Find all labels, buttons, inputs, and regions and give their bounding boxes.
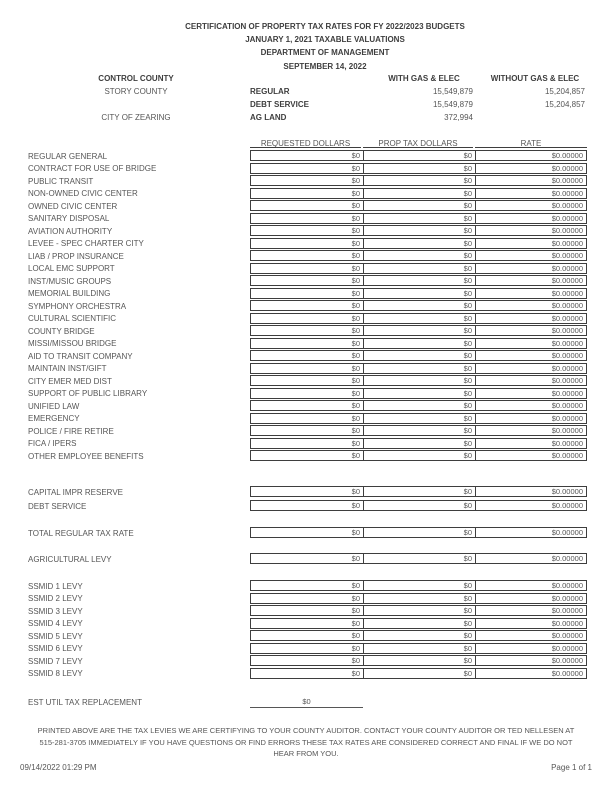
rate-cell: $0.00000: [475, 351, 586, 360]
levy-row-values-box: [250, 188, 587, 199]
prop-tax-dollars-cell: $0: [363, 669, 475, 678]
levy-row-values-box: [250, 668, 587, 679]
requested-dollars-cell: $0: [351, 554, 360, 563]
prop-tax-dollars-header: PROP TAX DOLLARS: [363, 139, 473, 148]
certification-notice: PRINTED ABOVE ARE THE TAX LEVIES WE ARE CERTIFYING TO YOUR COUNTY AUDITOR. CONTACT YOUR COUNTY AUDITOR OR TED NELLESEN AT 515-281-3705 IMMEDIATELY IF YOU HAVE QUESTIONS OR FIND ERRORS THESE TAX RATES ARE CONSIDERED CORRECT AND FINAL IF WE DO NOT HEAR FROM YOU.: [37, 726, 575, 758]
prop-tax-dollars-cell: $0: [363, 214, 475, 223]
requested-dollars-cell: $0: [351, 501, 360, 510]
levy-row-label: CONTRACT FOR USE OF BRIDGE: [28, 164, 157, 173]
levy-row-values-box: [250, 238, 587, 249]
prop-tax-dollars-cell: $0: [363, 528, 475, 537]
levy-row-label: CITY EMER MED DIST: [28, 376, 112, 386]
levy-row-values-box: [250, 263, 587, 274]
rate-cell: $0.00000: [475, 264, 586, 273]
requested-dollars-cell: $0: [351, 263, 360, 273]
prop-tax-dollars-cell: $0: [363, 606, 475, 615]
requested-dollars-cell: $0: [351, 238, 360, 248]
levy-row-label: REGULAR GENERAL: [28, 151, 108, 161]
page-number: Page 1 of 1: [551, 763, 592, 772]
rate-cell: $0.00000: [475, 451, 586, 460]
levy-row-label: SYMPHONY ORCHESTRA: [28, 301, 127, 311]
levy-row-values-box: [250, 527, 587, 538]
requested-dollars-header: REQUESTED DOLLARS: [250, 139, 361, 148]
levy-row-values-box: [250, 325, 587, 336]
levy-table-row: [0, 500, 612, 514]
levy-row-values-box: [250, 655, 587, 666]
levy-table-row: [0, 375, 612, 388]
title-line-3: DEPARTMENT OF MANAGEMENT: [260, 48, 390, 58]
requested-dollars-cell: $0: [351, 451, 360, 460]
levy-row-values-box: [250, 593, 587, 604]
requested-dollars-cell: $0: [351, 668, 360, 678]
with-gas-elec-value: 15,549,879: [432, 87, 473, 96]
levy-row-values-box: [250, 300, 587, 311]
prop-tax-dollars-cell: $0: [363, 151, 475, 160]
prop-tax-dollars-cell: $0: [363, 439, 475, 448]
requested-dollars-cell: $0: [351, 201, 360, 210]
title-line-4: SEPTEMBER 14, 2022: [283, 61, 367, 71]
requested-dollars-cell: $0: [351, 251, 360, 260]
prop-tax-dollars-cell: $0: [363, 364, 475, 373]
rate-cell: $0.00000: [475, 426, 586, 435]
levy-table-row: [0, 413, 612, 426]
levy-row-values-box: [250, 213, 587, 224]
rate-cell: $0.00000: [475, 554, 586, 563]
levy-row-label: MEMORIAL BUILDING: [28, 289, 111, 298]
levy-row-label: DEBT SERVICE: [28, 501, 87, 511]
rate-cell: $0.00000: [475, 401, 586, 410]
levy-row-label: EMERGENCY: [28, 414, 80, 423]
rate-cell: $0.00000: [475, 301, 586, 310]
levy-row-label: SSMID 8 LEVY: [28, 669, 83, 678]
requested-dollars-cell: $0: [351, 438, 360, 448]
levy-row-label: OTHER EMPLOYEE BENEFITS: [28, 451, 144, 461]
levy-row-values-box: [250, 250, 587, 261]
valuation-type-label: AG LAND: [250, 113, 287, 122]
levy-table-row: [0, 188, 612, 201]
levy-row-values-box: [250, 643, 587, 654]
prop-tax-dollars-cell: $0: [363, 351, 475, 360]
rate-cell: $0.00000: [475, 176, 586, 185]
requested-dollars-cell: $0: [351, 426, 360, 435]
levy-row-values-box: [250, 350, 587, 361]
levy-table-row: [0, 300, 612, 313]
rate-cell: $0.00000: [475, 201, 586, 210]
control-county-label: CONTROL COUNTY: [98, 74, 174, 83]
levy-row-label: SSMID 7 LEVY: [28, 656, 83, 666]
requested-dollars-cell: $0: [351, 151, 360, 160]
requested-dollars-cell: $0: [351, 163, 360, 173]
title-line-2: JANUARY 1, 2021 TAXABLE VALUATIONS: [245, 35, 405, 45]
levy-row-values-box: [250, 553, 587, 564]
levy-row-values-box: [250, 438, 587, 449]
est-util-label: EST UTIL TAX REPLACEMENT: [28, 698, 142, 707]
valuation-type-label: DEBT SERVICE: [250, 100, 309, 109]
requested-dollars-cell: $0: [351, 288, 360, 298]
levy-row-label: SSMID 2 LEVY: [28, 594, 83, 603]
levy-table-row: [0, 580, 612, 593]
rate-cell: $0.00000: [475, 487, 586, 496]
levy-row-label: MISSI/MISSOU BRIDGE: [28, 339, 117, 348]
levy-table-row: [0, 338, 612, 351]
levy-table-row: [0, 288, 612, 301]
rate-cell: $0.00000: [475, 644, 586, 653]
rate-cell: $0.00000: [475, 314, 586, 323]
levy-row-label: OWNED CIVIC CENTER: [28, 201, 118, 211]
levy-group-total: [0, 527, 612, 540]
requested-dollars-cell: $0: [351, 413, 360, 423]
levy-row-values-box: [250, 400, 587, 411]
rate-cell: $0.00000: [475, 619, 586, 628]
rate-cell: $0.00000: [475, 414, 586, 423]
valuation-type-label: REGULAR: [250, 87, 290, 96]
levy-row-label: FICA / IPERS: [28, 439, 77, 448]
levy-table-row: [0, 350, 612, 363]
levy-row-label: AID TO TRANSIT COMPANY: [28, 351, 133, 361]
prop-tax-dollars-cell: $0: [363, 301, 475, 310]
city-name: CITY OF ZEARING: [101, 113, 171, 122]
levy-row-label: AGRICULTURAL LEVY: [28, 554, 112, 564]
rate-cell: $0.00000: [475, 594, 586, 603]
requested-dollars-cell: $0: [351, 618, 360, 628]
requested-dollars-cell: $0: [351, 213, 360, 223]
levy-row-label: SSMID 3 LEVY: [28, 606, 83, 616]
prop-tax-dollars-cell: $0: [363, 451, 475, 460]
prop-tax-dollars-cell: $0: [363, 401, 475, 410]
rate-cell: $0.00000: [475, 251, 586, 260]
requested-dollars-cell: $0: [351, 528, 360, 537]
levy-table-row: [0, 175, 612, 188]
levy-row-values-box: [250, 450, 587, 461]
requested-dollars-cell: $0: [351, 301, 360, 310]
levy-table-column-headers: [250, 139, 587, 148]
levy-table-row: [0, 605, 612, 618]
prop-tax-dollars-cell: $0: [363, 389, 475, 398]
levy-row-values-box: [250, 388, 587, 399]
rate-cell: $0.00000: [475, 631, 586, 640]
prop-tax-dollars-cell: $0: [363, 414, 475, 423]
valuations-debt-service-row: [0, 100, 612, 110]
rate-cell: $0.00000: [475, 669, 586, 678]
levy-row-label: INST/MUSIC GROUPS: [28, 276, 112, 286]
levy-row-values-box: [250, 288, 587, 299]
requested-dollars-cell: $0: [351, 388, 360, 398]
without-gas-elec-header: WITHOUT GAS & ELEC: [490, 74, 580, 83]
prop-tax-dollars-cell: $0: [363, 326, 475, 335]
levy-group-reserve: [0, 486, 612, 514]
levy-table-row: [0, 225, 612, 238]
requested-dollars-cell: $0: [351, 401, 360, 410]
levy-table-row: [0, 643, 612, 656]
prop-tax-dollars-cell: $0: [363, 656, 475, 665]
levy-row-label: AVIATION AUTHORITY: [28, 226, 113, 236]
requested-dollars-cell: $0: [351, 656, 360, 665]
levy-row-values-box: [250, 500, 587, 511]
levy-row-label: LEVEE - SPEC CHARTER CITY: [28, 239, 144, 248]
levy-table-row: [0, 425, 612, 438]
levy-row-label: SANITARY DISPOSAL: [28, 214, 110, 223]
rate-cell: $0.00000: [475, 364, 586, 373]
levy-row-values-box: [250, 580, 587, 591]
prop-tax-dollars-cell: $0: [363, 251, 475, 260]
levy-row-label: LIAB / PROP INSURANCE: [28, 251, 124, 261]
levy-row-label: MAINTAIN INST/GIFT: [28, 364, 107, 373]
rate-header: RATE: [475, 139, 587, 148]
requested-dollars-cell: $0: [351, 188, 360, 198]
requested-dollars-cell: $0: [351, 363, 360, 373]
valuations-header-row: [0, 74, 612, 84]
requested-dollars-cell: $0: [351, 376, 360, 385]
valuations-regular-row: [0, 87, 612, 97]
levy-table-row: [0, 388, 612, 401]
rate-cell: $0.00000: [475, 164, 586, 173]
levy-row-label: COUNTY BRIDGE: [28, 326, 95, 336]
valuations-ag-land-row: [0, 113, 612, 123]
levy-group-ssmid: [0, 580, 612, 680]
levy-row-label: SUPPORT OF PUBLIC LIBRARY: [28, 389, 148, 398]
levy-table-row: [0, 263, 612, 276]
rate-cell: $0.00000: [475, 339, 586, 348]
levy-table-row: [0, 325, 612, 338]
levy-table-row: [0, 438, 612, 451]
requested-dollars-cell: $0: [351, 581, 360, 590]
levy-row-values-box: [250, 363, 587, 374]
levy-table-row: [0, 450, 612, 463]
requested-dollars-cell: $0: [351, 593, 360, 603]
requested-dollars-cell: $0: [351, 487, 360, 496]
rate-cell: $0.00000: [475, 289, 586, 298]
prop-tax-dollars-cell: $0: [363, 339, 475, 348]
requested-dollars-cell: $0: [351, 226, 360, 235]
rate-cell: $0.00000: [475, 439, 586, 448]
levy-row-label: NON-OWNED CIVIC CENTER: [28, 189, 138, 198]
prop-tax-dollars-cell: $0: [363, 164, 475, 173]
rate-cell: $0.00000: [475, 276, 586, 285]
levy-row-label: SSMID 4 LEVY: [28, 619, 83, 628]
levy-row-label: PUBLIC TRANSIT: [28, 176, 94, 186]
prop-tax-dollars-cell: $0: [363, 189, 475, 198]
rate-cell: $0.00000: [475, 214, 586, 223]
levy-row-values-box: [250, 150, 587, 161]
levy-table-row: [0, 275, 612, 288]
rate-cell: $0.00000: [475, 151, 586, 160]
levy-table-row: [0, 593, 612, 606]
levy-row-label: POLICE / FIRE RETIRE: [28, 426, 114, 436]
levy-row-values-box: [250, 225, 587, 236]
levy-row-values-box: [250, 338, 587, 349]
levy-table-row: [0, 618, 612, 631]
levy-table-row: [0, 163, 612, 176]
print-timestamp: 09/14/2022 01:29 PM: [20, 763, 97, 772]
rate-cell: $0.00000: [475, 656, 586, 665]
requested-dollars-cell: $0: [351, 606, 360, 615]
levy-table-row: [0, 200, 612, 213]
est-util-tax-replacement-row: [0, 697, 612, 709]
levy-row-values-box: [250, 486, 587, 497]
with-gas-elec-value: 15,549,879: [432, 100, 473, 109]
levy-row-values-box: [250, 313, 587, 324]
prop-tax-dollars-cell: $0: [363, 631, 475, 640]
levy-row-values-box: [250, 200, 587, 211]
requested-dollars-cell: $0: [351, 643, 360, 653]
levy-table-row: [0, 213, 612, 226]
requested-dollars-cell: $0: [351, 631, 360, 640]
levy-group-agricultural: [0, 553, 612, 566]
rate-cell: $0.00000: [475, 326, 586, 335]
levy-row-values-box: [250, 175, 587, 186]
levy-table-row: [0, 553, 612, 566]
prop-tax-dollars-cell: $0: [363, 276, 475, 285]
levy-table-row: [0, 655, 612, 668]
county-name: STORY COUNTY: [104, 87, 168, 96]
requested-dollars-cell: $0: [351, 276, 360, 285]
levy-table-row: [0, 150, 612, 163]
levy-table-row: [0, 668, 612, 681]
rate-cell: $0.00000: [475, 226, 586, 235]
prop-tax-dollars-cell: $0: [363, 594, 475, 603]
prop-tax-dollars-cell: $0: [363, 226, 475, 235]
levy-row-values-box: [250, 163, 587, 174]
prop-tax-dollars-cell: $0: [363, 289, 475, 298]
prop-tax-dollars-cell: $0: [363, 619, 475, 628]
without-gas-elec-value: 15,204,857: [544, 100, 585, 109]
levy-row-label: TOTAL REGULAR TAX RATE: [28, 528, 134, 538]
prop-tax-dollars-cell: $0: [363, 239, 475, 248]
prop-tax-dollars-cell: $0: [363, 501, 475, 510]
levy-row-values-box: [250, 413, 587, 424]
levy-table-row: [0, 630, 612, 643]
document-title-block: [40, 20, 610, 73]
with-gas-elec-value: 372,994: [444, 113, 473, 122]
without-gas-elec-value: 15,204,857: [544, 87, 585, 96]
requested-dollars-cell: $0: [351, 351, 360, 360]
levy-table-row: [0, 238, 612, 251]
levy-table-row: [0, 486, 612, 500]
prop-tax-dollars-cell: $0: [363, 376, 475, 385]
rate-cell: $0.00000: [475, 606, 586, 615]
levy-table-row: [0, 400, 612, 413]
levy-row-label: SSMID 6 LEVY: [28, 644, 83, 653]
prop-tax-dollars-cell: $0: [363, 264, 475, 273]
levy-row-label: CULTURAL SCIENTIFIC: [28, 314, 117, 323]
levy-table-row: [0, 250, 612, 263]
levy-row-label: SSMID 5 LEVY: [28, 631, 83, 641]
prop-tax-dollars-cell: $0: [363, 644, 475, 653]
rate-cell: $0.00000: [475, 376, 586, 385]
levy-table-row: [0, 363, 612, 376]
prop-tax-dollars-cell: $0: [363, 554, 475, 563]
levy-row-label: CAPITAL IMPR RESERVE: [28, 487, 123, 497]
levy-group-main: [0, 150, 612, 463]
levy-table-row: [0, 313, 612, 326]
rate-cell: $0.00000: [475, 389, 586, 398]
prop-tax-dollars-cell: $0: [363, 176, 475, 185]
levy-row-label: LOCAL EMC SUPPORT: [28, 264, 115, 273]
levy-row-label: UNIFIED LAW: [28, 401, 80, 411]
levy-row-values-box: [250, 375, 587, 386]
levy-table-row: [0, 527, 612, 540]
title-line-1: CERTIFICATION OF PROPERTY TAX RATES FOR FY 2022/2023 BUDGETS: [185, 22, 465, 31]
prop-tax-dollars-cell: $0: [363, 314, 475, 323]
requested-dollars-cell: $0: [351, 338, 360, 348]
prop-tax-dollars-cell: $0: [363, 201, 475, 210]
rate-cell: $0.00000: [475, 239, 586, 248]
requested-dollars-cell: $0: [351, 176, 360, 185]
with-gas-elec-header: WITH GAS & ELEC: [388, 74, 460, 83]
levy-row-values-box: [250, 618, 587, 629]
levy-row-values-box: [250, 425, 587, 436]
levy-row-values-box: [250, 605, 587, 616]
levy-row-label: SSMID 1 LEVY: [28, 581, 83, 591]
levy-row-values-box: [250, 630, 587, 641]
rate-cell: $0.00000: [475, 501, 586, 510]
prop-tax-dollars-cell: $0: [363, 581, 475, 590]
requested-dollars-cell: $0: [351, 313, 360, 323]
requested-dollars-cell: $0: [351, 326, 360, 335]
est-util-value: $0: [250, 697, 363, 708]
rate-cell: $0.00000: [475, 189, 586, 198]
rate-cell: $0.00000: [475, 528, 586, 537]
levy-row-values-box: [250, 275, 587, 286]
prop-tax-dollars-cell: $0: [363, 426, 475, 435]
rate-cell: $0.00000: [475, 581, 586, 590]
prop-tax-dollars-cell: $0: [363, 487, 475, 496]
